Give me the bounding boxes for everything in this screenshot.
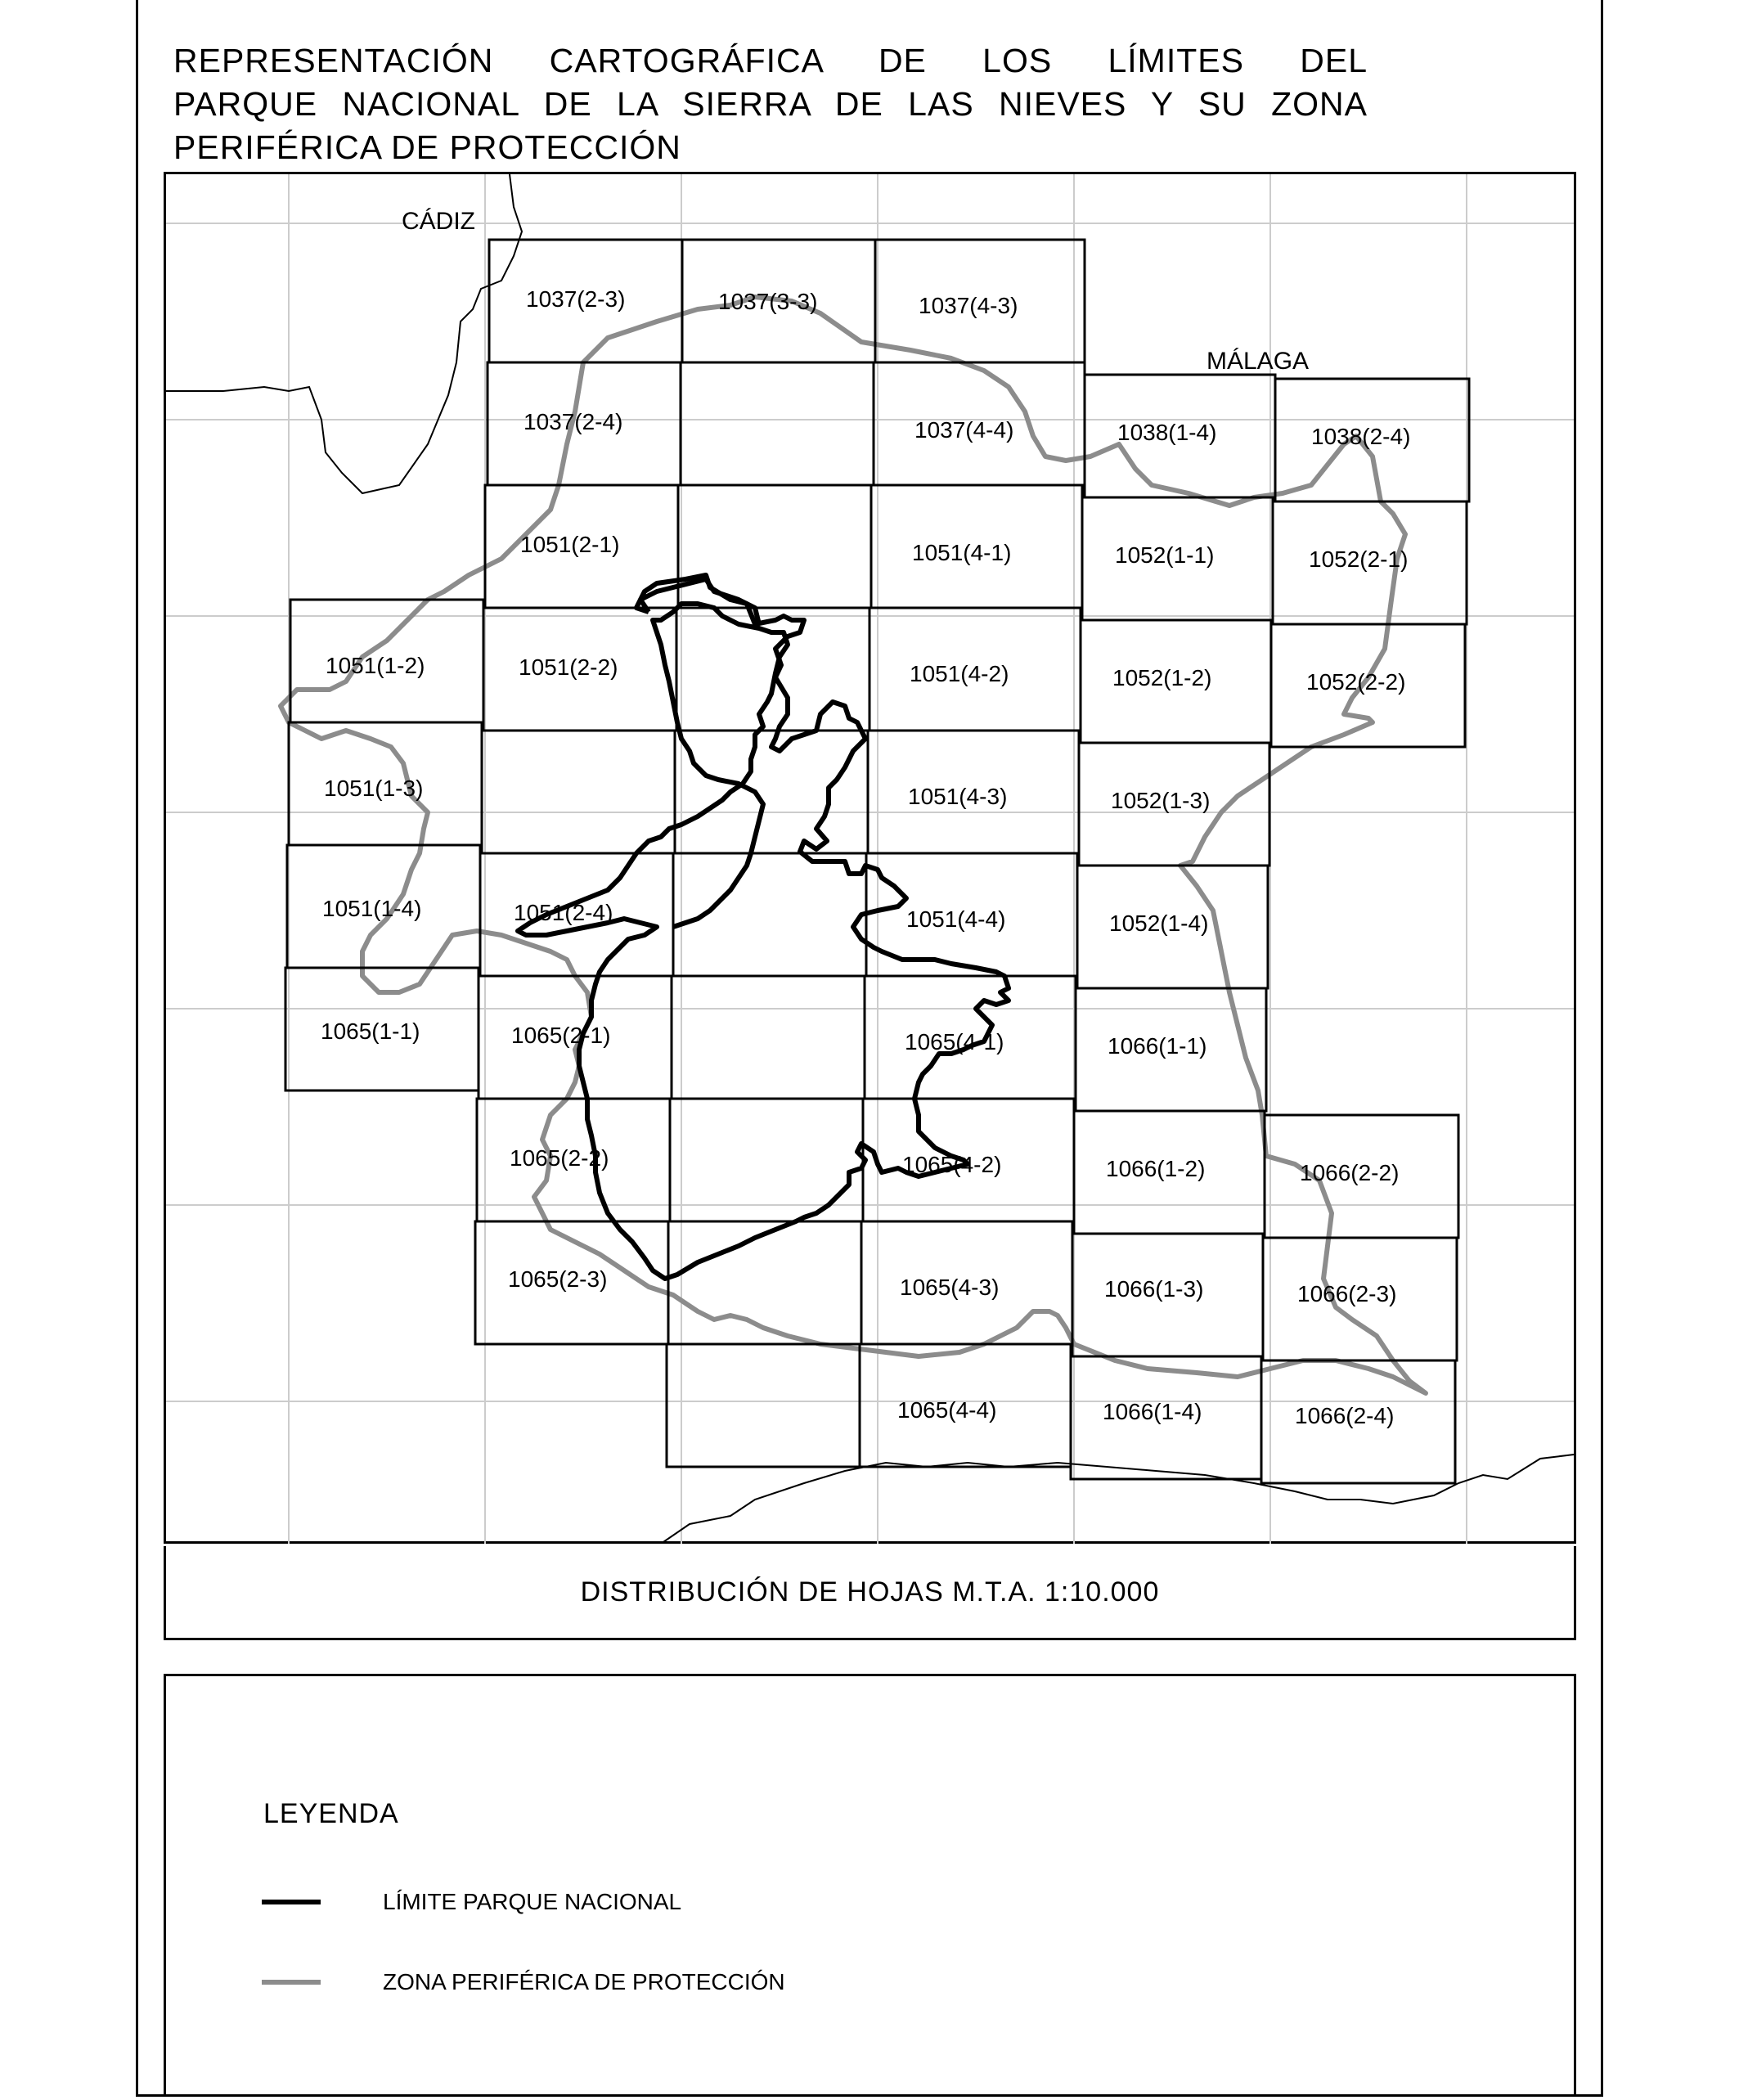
legend-item-protection-zone xyxy=(262,1969,785,1994)
sheet-label: 1052(2-2) xyxy=(1306,669,1406,695)
sheet-label: 1052(2-1) xyxy=(1309,546,1409,572)
sheet-label: 1066(2-4) xyxy=(1295,1403,1395,1428)
sheet-label: 1065(4-4) xyxy=(897,1397,997,1423)
sheet-label: 1037(2-3) xyxy=(526,286,626,312)
sheet-label: 1065(2-3) xyxy=(508,1266,608,1292)
title-line-3: PERIFÉRICA DE PROTECCIÓN xyxy=(173,128,681,166)
sheet-label: 1051(4-1) xyxy=(912,540,1012,565)
sheet-label: 1051(2-4) xyxy=(514,900,613,925)
sheet-label: 1066(1-4) xyxy=(1103,1399,1202,1424)
page-title xyxy=(173,39,1368,169)
sheet-label: 1051(1-4) xyxy=(322,896,422,921)
sheet-label: 1066(2-3) xyxy=(1297,1281,1397,1306)
sheet-label: 1037(4-4) xyxy=(914,417,1014,443)
legend-label: ZONA PERIFÉRICA DE PROTECCIÓN xyxy=(383,1969,785,1994)
national-park-boundary-main xyxy=(640,579,759,624)
sheet-label: 1038(2-4) xyxy=(1311,424,1411,449)
sheet-label: 1065(4-1) xyxy=(905,1029,1004,1054)
sheet-label: 1051(2-2) xyxy=(519,654,618,680)
sheet-label: 1066(2-2) xyxy=(1300,1160,1400,1185)
title-line-1: REPRESENTACIÓN CARTOGRÁFICA DE LOS LÍMITES DEL xyxy=(173,42,1368,79)
sheet-label: 1037(3-3) xyxy=(718,289,818,314)
sheet-label: 1065(2-1) xyxy=(511,1023,611,1048)
sheet-label: 1052(1-2) xyxy=(1112,665,1212,690)
province-label-cadiz: CÁDIZ xyxy=(402,208,475,235)
legend-label: LÍMITE PARQUE NACIONAL xyxy=(383,1889,682,1914)
sheet-label: 1051(4-2) xyxy=(910,661,1009,686)
sheet-label: 1051(2-1) xyxy=(520,532,620,557)
sheet-label: 1065(1-1) xyxy=(321,1019,420,1044)
title-line-2: PARQUE NACIONAL DE LA SIERRA DE LAS NIEVES Y SU ZONA xyxy=(173,85,1368,123)
legend-swatch-gray-line xyxy=(262,1980,321,1985)
sheet-label: 1051(1-3) xyxy=(324,776,424,801)
province-label-malaga: MÁLAGA xyxy=(1207,348,1310,375)
sheet-label: 1051(4-3) xyxy=(908,784,1008,809)
sheet-label: 1051(4-4) xyxy=(906,906,1006,932)
sheet-label: 1037(4-3) xyxy=(919,293,1018,318)
legend-swatch-black-line xyxy=(262,1900,321,1904)
legend-title: LEYENDA xyxy=(263,1798,399,1829)
sheet-label: 1052(1-3) xyxy=(1111,788,1211,813)
sheet-label: 1037(2-4) xyxy=(523,409,623,434)
legend-item-park-boundary xyxy=(262,1889,682,1914)
legend-box xyxy=(164,1674,1576,2097)
sheet-label: 1065(4-3) xyxy=(900,1275,1000,1300)
sheet-label: 1066(1-2) xyxy=(1106,1156,1206,1181)
sheet-label: 1065(2-2) xyxy=(510,1145,609,1171)
sheet-label: 1066(1-3) xyxy=(1104,1276,1204,1302)
map-caption: DISTRIBUCIÓN DE HOJAS M.T.A. 1:10.000 xyxy=(164,1546,1576,1640)
sheet-label: 1065(4-2) xyxy=(902,1152,1002,1177)
sheet-label: 1038(1-4) xyxy=(1117,420,1217,445)
sheet-label: 1052(1-1) xyxy=(1115,542,1215,568)
sheet-label: 1052(1-4) xyxy=(1109,911,1209,936)
map-canvas xyxy=(166,174,1574,1544)
sheet-label: 1066(1-1) xyxy=(1108,1033,1207,1059)
sheet-label: 1051(1-2) xyxy=(326,653,425,678)
